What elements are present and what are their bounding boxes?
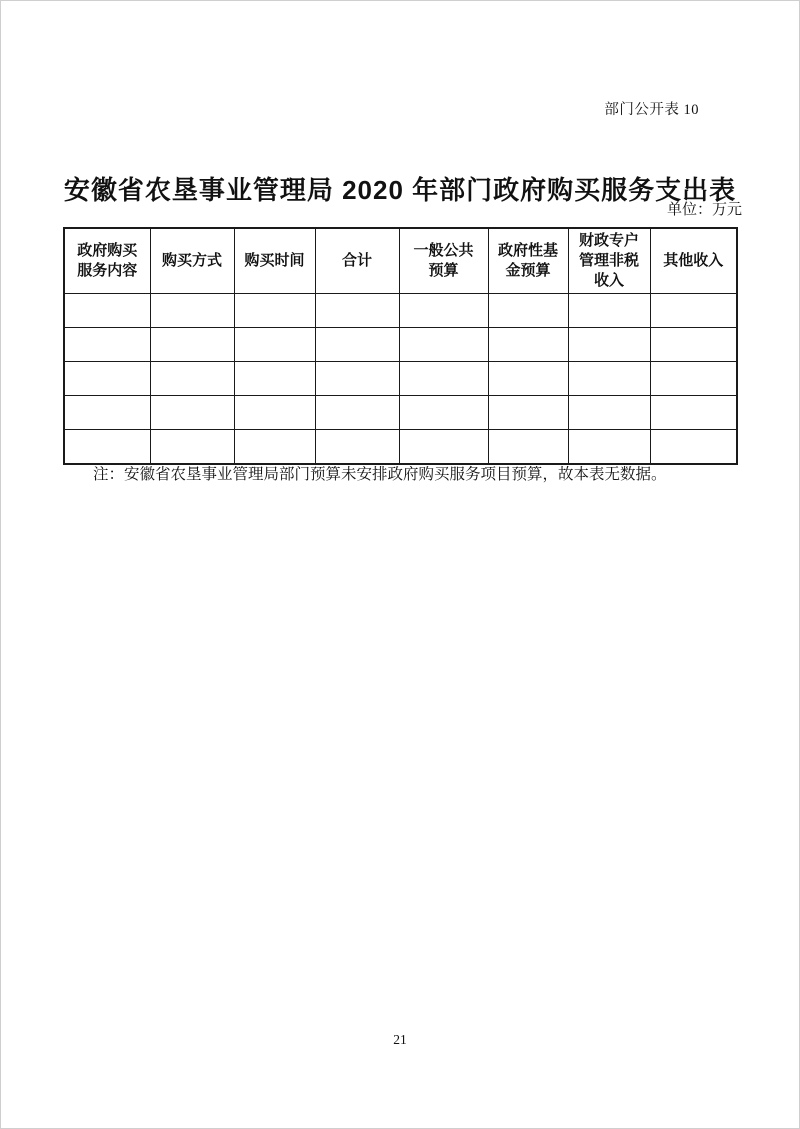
empty-cell xyxy=(568,294,650,328)
table-body xyxy=(64,294,737,464)
budget-table xyxy=(63,227,738,465)
empty-cell xyxy=(315,362,399,396)
empty-cell xyxy=(650,396,737,430)
doc-ref-label: 部门公开表 10 xyxy=(604,102,699,118)
empty-cell xyxy=(315,328,399,362)
empty-cell xyxy=(150,430,234,464)
empty-cell xyxy=(650,430,737,464)
empty-cell xyxy=(650,328,737,362)
empty-cell xyxy=(64,328,150,362)
empty-cell xyxy=(488,430,568,464)
table-header-row xyxy=(64,228,737,294)
page-number: 21 xyxy=(393,1032,407,1047)
empty-cell xyxy=(234,294,315,328)
empty-cell xyxy=(488,328,568,362)
empty-cell xyxy=(568,396,650,430)
col-header-other-income: 其他收入 xyxy=(650,228,737,294)
empty-cell xyxy=(488,396,568,430)
empty-cell xyxy=(488,294,568,328)
table-row xyxy=(64,328,737,362)
col-header-gov-fund-budget: 政府性基金预算 xyxy=(488,228,568,294)
empty-cell xyxy=(568,328,650,362)
empty-cell xyxy=(399,430,488,464)
empty-cell xyxy=(150,362,234,396)
col-header-fiscal-account-nontax: 财政专户管理非税收入 xyxy=(568,228,650,294)
empty-cell xyxy=(650,362,737,396)
empty-cell xyxy=(568,362,650,396)
empty-cell xyxy=(399,294,488,328)
table-row xyxy=(64,294,737,328)
empty-cell xyxy=(315,294,399,328)
empty-cell xyxy=(568,430,650,464)
empty-cell xyxy=(399,362,488,396)
table-row xyxy=(64,396,737,430)
empty-cell xyxy=(234,362,315,396)
empty-cell xyxy=(64,362,150,396)
empty-cell xyxy=(399,328,488,362)
budget-table-wrap xyxy=(63,227,738,465)
empty-cell xyxy=(150,396,234,430)
empty-cell xyxy=(64,430,150,464)
page-title: 安徽省农垦事业管理局 2020 年部门政府购买服务支出表 xyxy=(63,175,737,206)
empty-cell xyxy=(64,294,150,328)
empty-cell xyxy=(234,430,315,464)
empty-cell xyxy=(234,396,315,430)
empty-cell xyxy=(150,328,234,362)
table-row xyxy=(64,362,737,396)
table-note: 注：安徽省农垦事业管理局部门预算未安排政府购买服务项目预算，故本表无数据。 xyxy=(93,466,667,483)
col-header-purchase-method: 购买方式 xyxy=(150,228,234,294)
unit-label: 单位：万元 xyxy=(666,202,742,218)
table-row xyxy=(64,430,737,464)
empty-cell xyxy=(150,294,234,328)
empty-cell xyxy=(315,430,399,464)
empty-cell xyxy=(650,294,737,328)
col-header-total: 合计 xyxy=(315,228,399,294)
col-header-purchase-time: 购买时间 xyxy=(234,228,315,294)
col-header-service-content: 政府购买服务内容 xyxy=(64,228,150,294)
empty-cell xyxy=(234,328,315,362)
empty-cell xyxy=(315,396,399,430)
empty-cell xyxy=(399,396,488,430)
empty-cell xyxy=(64,396,150,430)
empty-cell xyxy=(488,362,568,396)
col-header-general-public-budget: 一般公共预算 xyxy=(399,228,488,294)
